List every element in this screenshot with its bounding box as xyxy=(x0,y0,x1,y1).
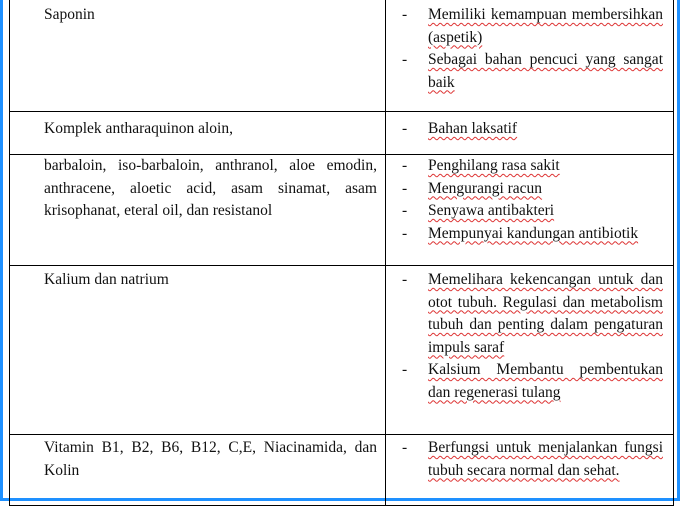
use-text: Bahan laksatif xyxy=(428,120,518,137)
bullet-dash: - xyxy=(402,157,408,174)
table-row xyxy=(10,266,674,435)
compound-table xyxy=(9,0,674,506)
list-item xyxy=(386,437,663,482)
compound-cell xyxy=(10,0,386,112)
use-text: Memelihara kekencangan untuk dan otot tubuh. Regulasi dan metabolism tubuh dan penting dalam pengaturan impuls saraf xyxy=(428,271,663,356)
use-text: Kalsium Membantu pembentukan dan regenerasi tulang xyxy=(428,361,663,401)
table-row xyxy=(10,0,674,112)
table-row xyxy=(10,112,674,155)
uses-cell xyxy=(386,435,674,506)
compound-cell xyxy=(10,266,386,435)
uses-cell xyxy=(386,155,674,266)
compound-cell xyxy=(10,112,386,155)
bullet-dash: - xyxy=(402,224,408,242)
compound-cell xyxy=(10,435,386,506)
list-item xyxy=(386,4,663,49)
list-item xyxy=(386,178,663,201)
use-text: Mempunyai kandungan antibiotik xyxy=(428,224,639,242)
table-row xyxy=(10,435,674,506)
bullet-dash: - xyxy=(402,120,408,137)
use-text: Mengurangi racun xyxy=(428,179,543,197)
list-item xyxy=(386,200,663,223)
list-item xyxy=(386,155,663,178)
list-item xyxy=(386,118,663,141)
list-item xyxy=(386,359,663,404)
list-item xyxy=(386,269,663,359)
compound-text: Komplek antharaquinon aloin, xyxy=(44,120,233,137)
use-text: Memiliki kemampuan membersihkan (aspetik) xyxy=(428,6,663,46)
compound-text: Vitamin B1, B2, B6, B12, C,E, Niacinamida, dan Kolin xyxy=(44,439,377,479)
list-item xyxy=(386,49,663,94)
bullet-dash: - xyxy=(402,179,408,197)
uses-cell xyxy=(386,266,674,435)
compound-text: Saponin xyxy=(44,6,95,23)
list-item xyxy=(386,223,663,246)
uses-cell xyxy=(386,0,674,112)
use-text: Senyawa antibakteri xyxy=(428,202,555,219)
use-text: Sebagai bahan pencuci yang sangat baik xyxy=(428,51,663,91)
bullet-dash: - xyxy=(402,202,408,219)
bullet-dash: - xyxy=(402,439,408,456)
use-text: Berfungsi untuk menjalankan fungsi tubuh secara normal dan sehat. xyxy=(428,439,663,479)
compound-cell xyxy=(10,155,386,266)
bullet-dash: - xyxy=(402,51,408,68)
uses-cell xyxy=(386,112,674,155)
table-row xyxy=(10,155,674,266)
bullet-dash: - xyxy=(402,6,408,23)
use-text: Penghilang rasa sakit xyxy=(428,157,560,174)
compound-text: barbaloin, iso-barbaloin, anthranol, aloe emodin, anthracene, aloetic acid, asam sinamat, asam krisophanat, eteral oil, dan resistanol xyxy=(44,157,377,219)
compound-text: Kalium dan natrium xyxy=(44,271,169,288)
bullet-dash: - xyxy=(402,271,408,288)
bullet-dash: - xyxy=(402,361,408,378)
